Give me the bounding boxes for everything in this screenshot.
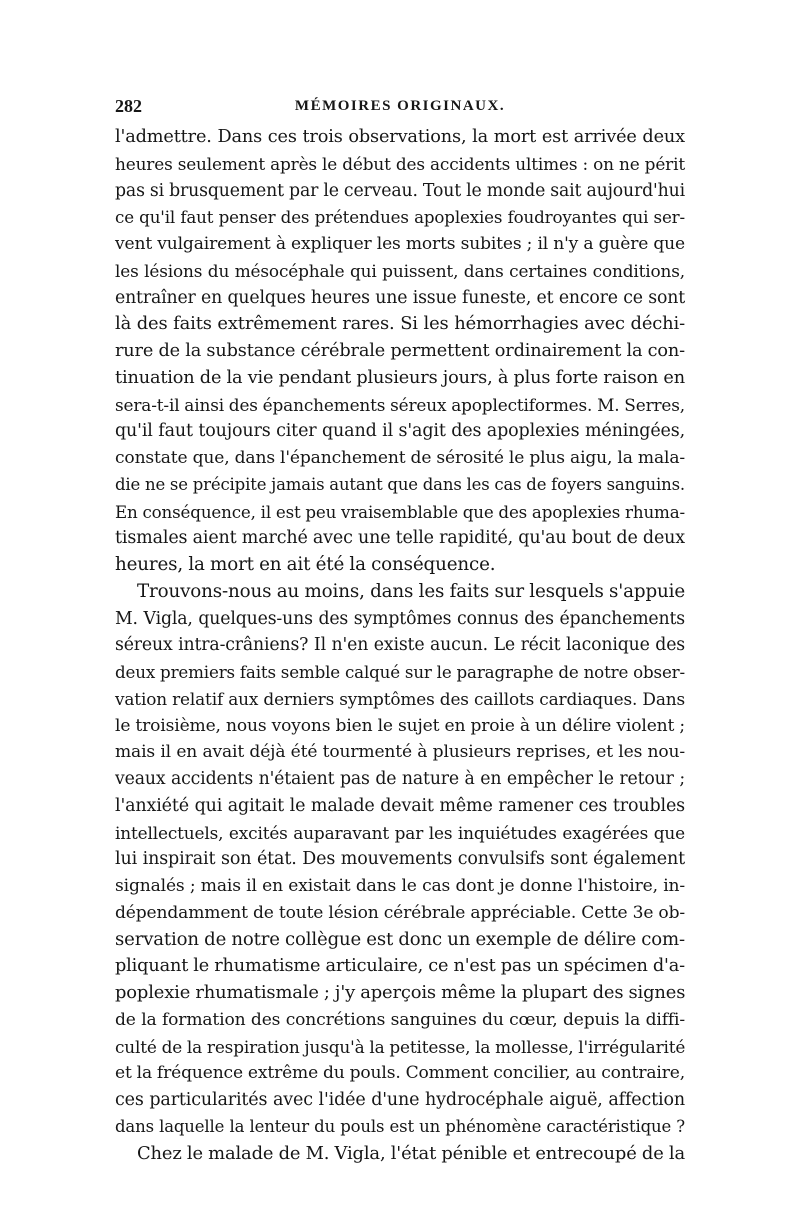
text-line: pas si brusquement par le cerveau. Tout le monde sait aujourd'hui — [115, 180, 685, 201]
text-line: dans laquelle la lenteur du pouls est un phénomène caractéristique ? — [115, 1116, 685, 1136]
text-line: heures seulement après le début des accidents ultimes : on ne périt — [115, 153, 685, 174]
text-line: lui inspirait son état. Des mouvements convulsifs sont également — [115, 849, 685, 870]
text-line: le troisième, nous voyons bien le sujet en proie à un délire violent ; — [115, 715, 685, 736]
text-line: poplexie rhumatismale ; j'y aperçois même la plupart des signes — [115, 982, 686, 1003]
text-line: entraîner en quelques heures une issue funeste, et encore ce sont — [115, 287, 685, 308]
text-line: culté de la respiration jusqu'à la petitesse, la mollesse, l'irrégularité — [115, 1036, 686, 1057]
text-line: ces particularités avec l'idée d'une hydrocéphale aiguë, affection — [115, 1090, 685, 1110]
text-line: signalés ; mais il en existait dans le cas dont je donne l'histoire, in- — [115, 876, 685, 896]
text-line: servation de notre collègue est donc un exemple de délire com- — [115, 928, 685, 950]
page-header — [115, 96, 685, 124]
text-line: intellectuels, excités auparavant par les inquiétudes exagérées que — [115, 822, 685, 843]
page-number: 282 — [115, 96, 142, 116]
text-line: Chez le malade de M. Vigla, l'état pénible et entrecoupé de la — [137, 1142, 685, 1164]
text-line: là des faits extrêmement rares. Si les hémorrhagies avec déchi- — [115, 313, 685, 335]
text-line: sera-t-il ainsi des épanchements séreux apoplectiformes. M. Serres, — [115, 394, 685, 415]
text-line: séreux intra-crâniens? Il n'en existe aucun. Le récit laconique des — [115, 635, 685, 656]
text-line: vent vulgairement à expliquer les morts subites ; il n'y a guère que — [115, 234, 685, 254]
text-line: deux premiers faits semble calqué sur le paragraphe de notre obser- — [115, 662, 685, 682]
text-line: tismales aient marché avec une telle rapidité, qu'au bout de deux — [115, 528, 685, 549]
running-head: MÉMOIRES ORIGINAUX. — [294, 98, 506, 114]
text-line: constate que, dans l'épanchement de sérosité le plus aigu, la mala- — [115, 448, 685, 468]
text-line: veaux accidents n'étaient pas de nature à en empêcher le retour ; — [115, 769, 685, 789]
body-text — [115, 124, 685, 1167]
text-line: qu'il faut toujours citer quand il s'agit des apoplexies méningées, — [115, 421, 685, 442]
text-line: de la formation des concrétions sanguines du cœur, depuis la diffi- — [115, 1009, 685, 1030]
text-line: les lésions du mésocéphale qui puissent, dans certaines conditions, — [115, 260, 685, 281]
text-line: l'anxiété qui agitait le malade devait même ramener ces troubles — [115, 795, 685, 816]
text-line: dépendamment de toute lésion cérébrale appréciable. Cette 3e ob- — [115, 902, 685, 923]
text-line: l'admettre. Dans ces trois observations, la mort est arrivée deux — [115, 127, 685, 147]
text-line: die ne se précipite jamais autant que dans les cas de foyers sanguins. — [115, 474, 685, 494]
text-line: pliquant le rhumatisme articulaire, ce n'est pas un spécimen d'a- — [115, 956, 685, 977]
text-line: rure de la substance cérébrale permettent ordinairement la con- — [115, 341, 685, 361]
text-line: Trouvons-nous au moins, dans les faits sur lesquels s'appuie — [137, 580, 685, 602]
text-line: M. Vigla, quelques-uns des symptômes connus des épanchements — [115, 608, 685, 629]
text-line: En conséquence, il est peu vraisemblable que des apoplexies rhuma- — [115, 501, 685, 522]
text-line: vation relatif aux derniers symptômes des caillots cardiaques. Dans — [115, 688, 685, 709]
text-line: tinuation de la vie pendant plusieurs jours, à plus forte raison en — [115, 367, 685, 388]
text-line: heures, la mort en ait été la conséquence. — [115, 554, 496, 575]
text-line: et la fréquence extrême du pouls. Comment concilier, au contraire, — [115, 1063, 685, 1084]
text-line: ce qu'il faut penser des prétendues apoplexies foudroyantes qui ser- — [115, 207, 685, 228]
text-line: mais il en avait déjà été tourmenté à plusieurs reprises, et les nou- — [115, 742, 685, 763]
